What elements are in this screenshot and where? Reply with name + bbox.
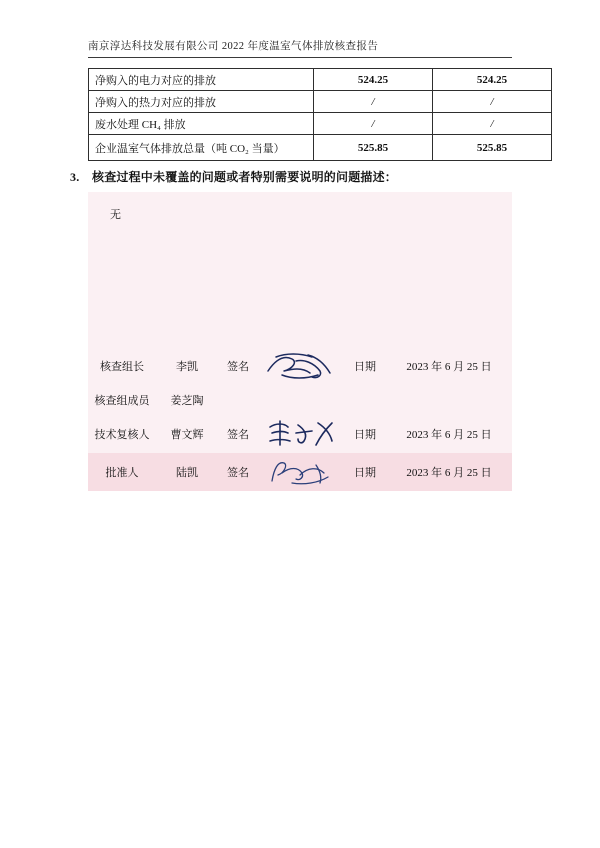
signature-name: 姜芝陶 (170, 395, 204, 407)
handwritten-signature-icon (262, 417, 340, 451)
signature-ink-cell (258, 453, 344, 491)
emission-value-1: 524.25 (314, 69, 433, 91)
emission-value-1: / (314, 113, 433, 135)
table-row (88, 347, 512, 385)
table-row (89, 91, 552, 113)
emission-label: 净购入的电力对应的排放 (89, 69, 314, 91)
signature-role: 核查组长 (100, 361, 144, 373)
table-row (89, 69, 552, 91)
handwritten-signature-icon (262, 349, 340, 383)
signature-date: 2023 年 6 月 25 日 (406, 361, 492, 373)
emission-value-2: 524.25 (433, 69, 552, 91)
emission-total-label: 企业温室气体排放总量（吨 CO₂ 当量） (89, 135, 314, 161)
signature-name: 陆凯 (176, 467, 198, 479)
section-3-content-box (88, 192, 512, 347)
table-row (88, 415, 512, 453)
signature-table (88, 347, 512, 491)
emission-label: 净购入的热力对应的排放 (89, 91, 314, 113)
signature-ink-cell (258, 347, 344, 385)
table-row (89, 113, 552, 135)
signature-sign-label (218, 385, 258, 415)
table-row (88, 385, 512, 415)
signature-sign-label: 签名 (227, 429, 249, 441)
signature-date: 2023 年 6 月 25 日 (406, 467, 492, 479)
emission-total-value-2: 525.85 (433, 135, 552, 161)
section-3-number: 3. (70, 170, 80, 184)
emission-total-value-1: 525.85 (314, 135, 433, 161)
table-row-total (89, 135, 552, 161)
section-3-content: 无 (110, 209, 121, 221)
emission-value-2: / (433, 91, 552, 113)
table-row (88, 453, 512, 491)
section-3-heading (70, 168, 520, 185)
emission-label: 废水处理 CH₄ 排放 (89, 113, 314, 135)
emission-value-1: / (314, 91, 433, 113)
signature-sign-label: 签名 (227, 361, 249, 373)
emissions-table (88, 68, 552, 161)
signature-date-label: 日期 (354, 361, 376, 373)
emission-value-2: / (433, 113, 552, 135)
signature-name: 李凯 (176, 361, 198, 373)
signature-date: 2023 年 6 月 25 日 (406, 429, 492, 441)
signature-role: 核查组成员 (94, 395, 150, 407)
signature-ink-cell (258, 415, 344, 453)
signature-date-label: 日期 (354, 467, 376, 479)
signature-role: 技术复核人 (94, 429, 150, 441)
handwritten-signature-icon (262, 455, 340, 489)
signature-date-label: 日期 (354, 429, 376, 441)
signature-date (386, 385, 512, 415)
signature-role: 批准人 (105, 467, 139, 479)
signature-date-label (344, 385, 386, 415)
section-3-title: 核查过程中未覆盖的问题或者特别需要说明的问题描述： (92, 170, 398, 184)
document-header: 南京淳达科技发展有限公司 2022 年度温室气体排放核查报告 (88, 38, 512, 58)
signature-name: 曹文辉 (170, 429, 204, 441)
signature-sign-label: 签名 (227, 467, 249, 479)
signature-ink-cell (258, 385, 344, 415)
